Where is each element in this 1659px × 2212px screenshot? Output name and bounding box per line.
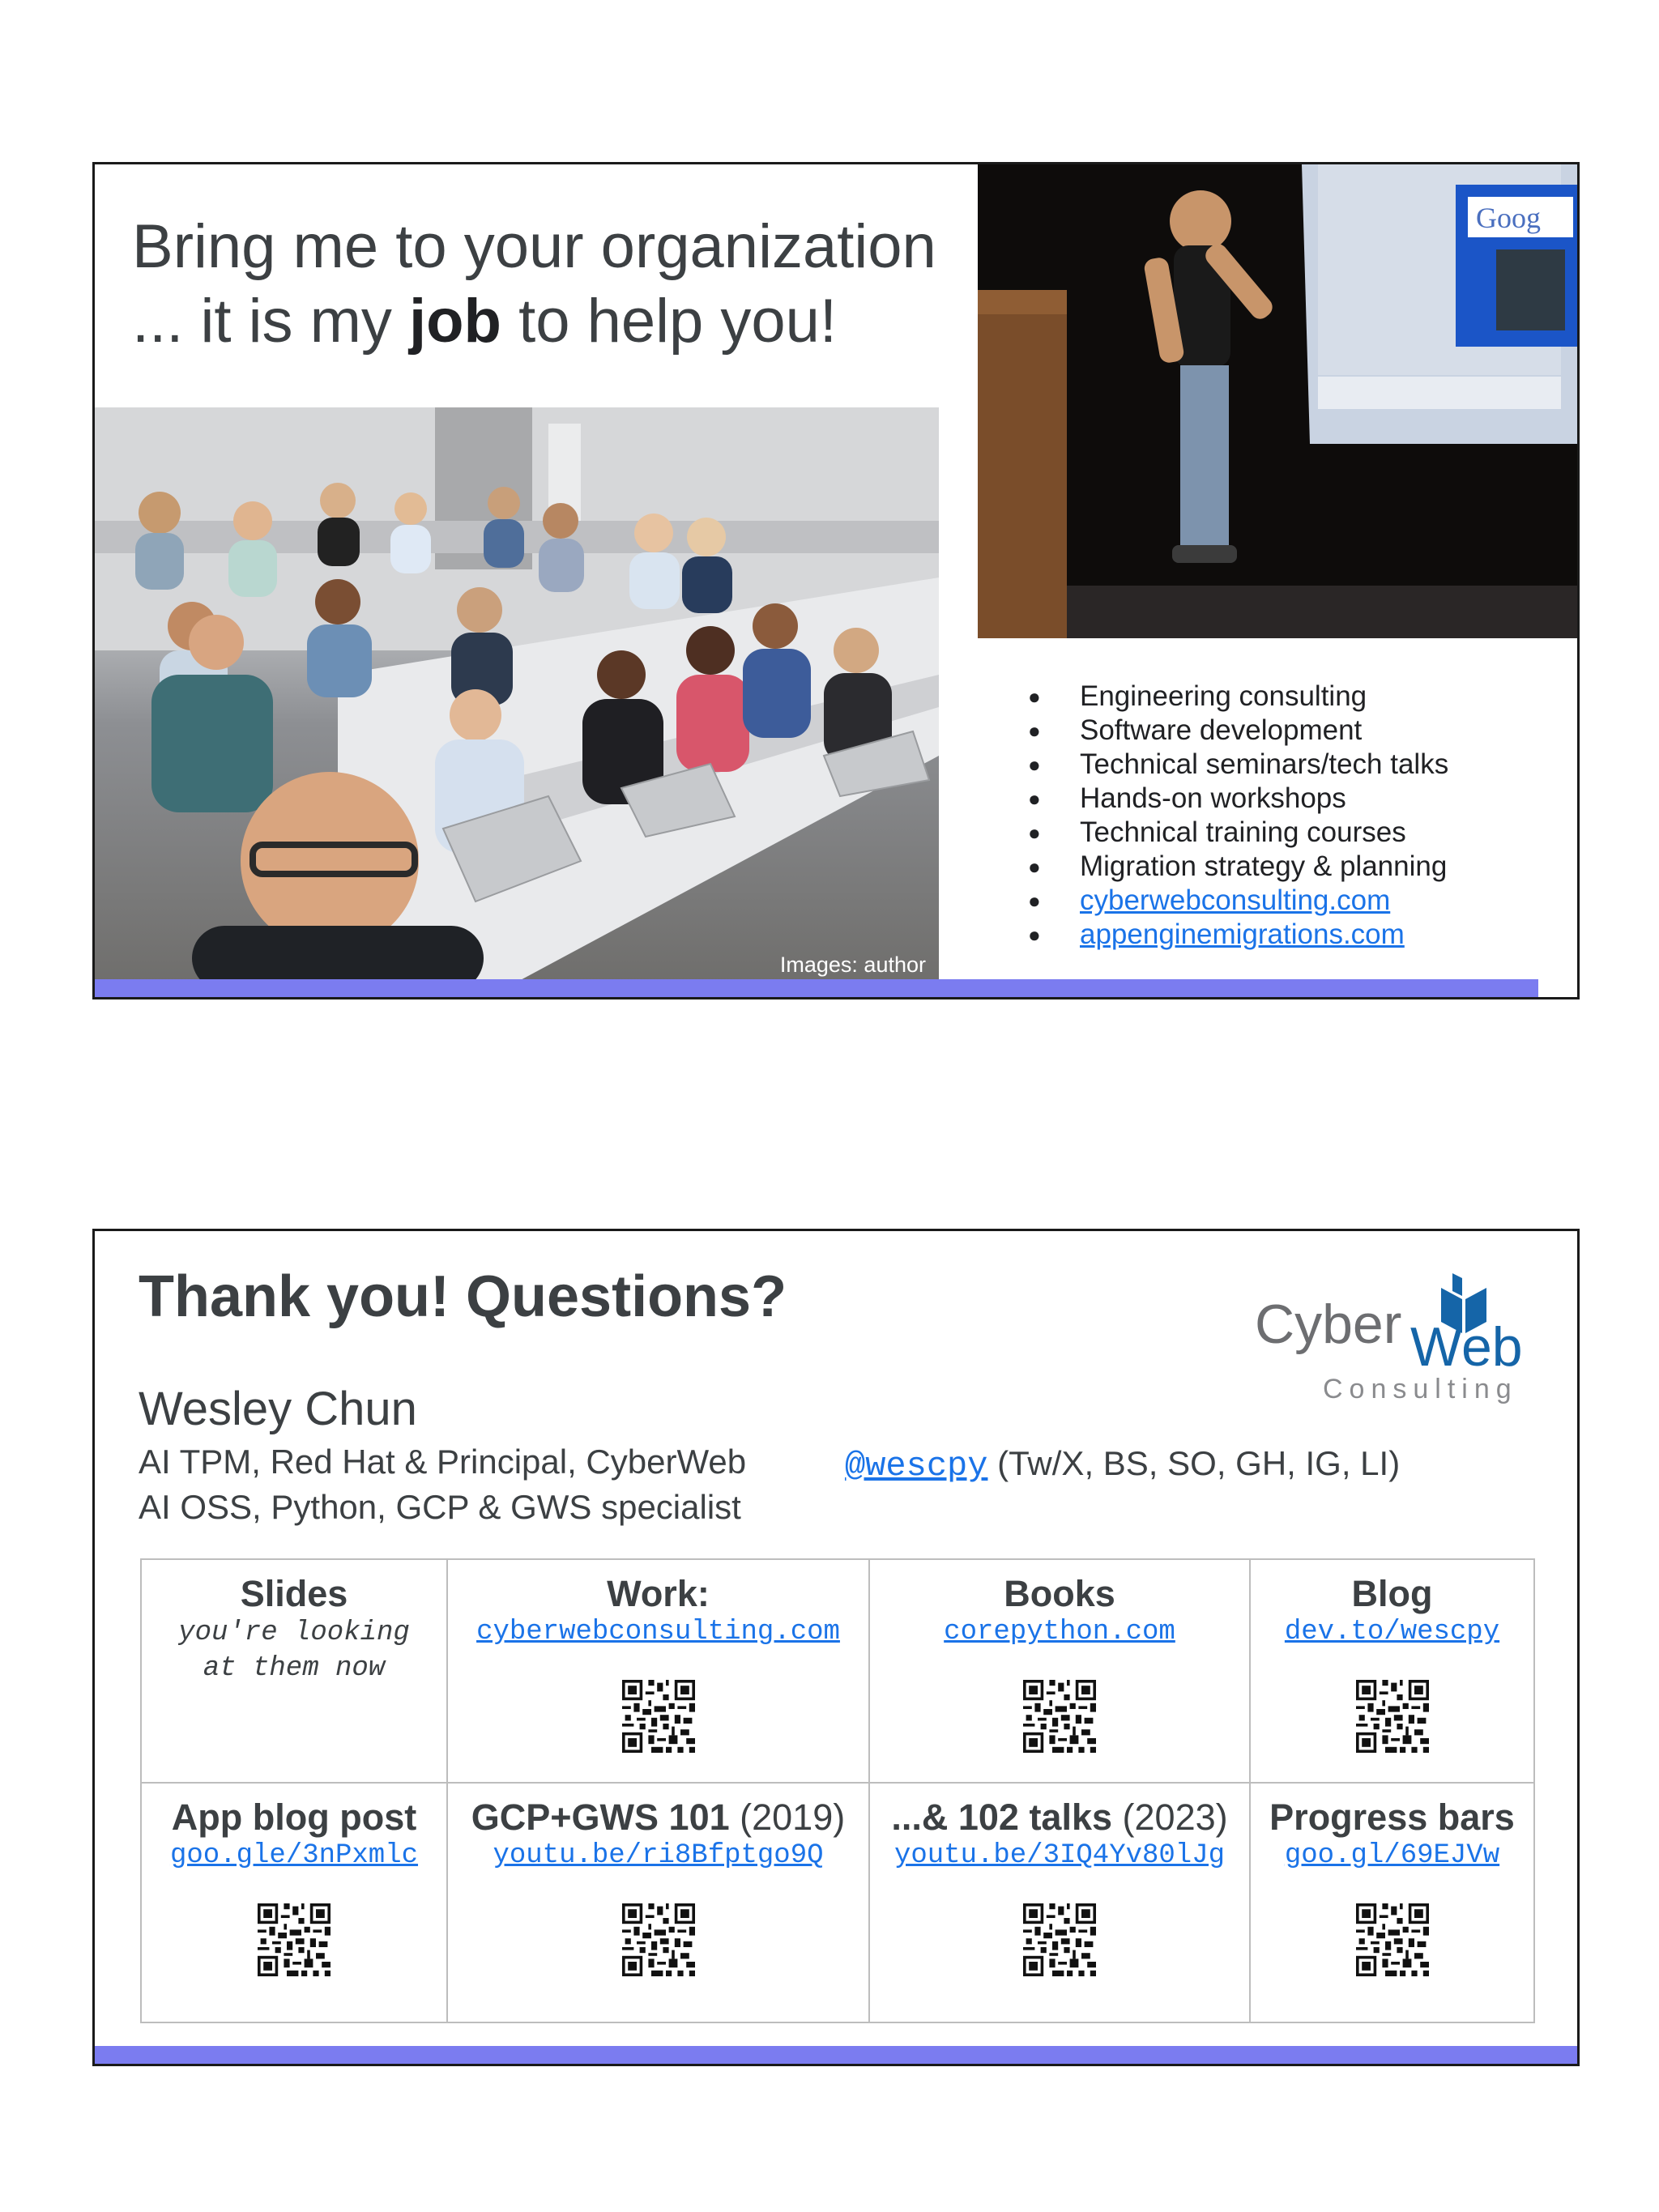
work-cell: Work: cyberwebconsulting.com <box>447 1559 869 1783</box>
qr-code-icon[interactable] <box>1023 1680 1096 1753</box>
services-list <box>1028 680 1448 952</box>
qr-code-icon[interactable] <box>622 1680 695 1753</box>
qr-code-icon[interactable] <box>1023 1903 1096 1976</box>
talks-102-link[interactable]: youtu.be/3IQ4Yv80lJg <box>893 1840 1226 1871</box>
app-blog-cell: App blog post goo.gle/3nPxmlc <box>141 1783 447 2022</box>
slide-2-title: Thank you! Questions? <box>139 1264 787 1329</box>
qr-code-icon[interactable] <box>1356 1680 1429 1753</box>
gcp-101-cell: GCP+GWS 101 (2019) youtu.be/ri8Bfptgo9Q <box>447 1783 869 2022</box>
books-link[interactable]: corepython.com <box>944 1617 1175 1647</box>
blog-link[interactable]: dev.to/wescpy <box>1284 1617 1500 1647</box>
image-credit: Images: author <box>779 953 926 977</box>
speaker-name: Wesley Chun <box>139 1383 417 1435</box>
speaker-role: AI TPM, Red Hat & Principal, CyberWeb <box>139 1443 747 1481</box>
qr-code-icon[interactable] <box>1356 1903 1429 1976</box>
progress-bars-cell: Progress bars goo.gl/69EJVw <box>1250 1783 1534 2022</box>
qr-code-icon[interactable] <box>258 1903 331 1976</box>
progress-bars-link[interactable]: goo.gl/69EJVw <box>1284 1840 1500 1871</box>
classroom-illustration <box>95 407 939 982</box>
accent-bar <box>95 2046 1577 2064</box>
list-item: ● Migration strategy & planning <box>1028 850 1448 884</box>
screen-google-text: Goog <box>1476 202 1541 234</box>
list-item: ● Technical training courses <box>1028 816 1448 850</box>
speaker-specialty: AI OSS, Python, GCP & GWS specialist <box>139 1488 741 1526</box>
logo-consulting-text: Consulting <box>1323 1374 1518 1404</box>
resources-table <box>140 1558 1535 2023</box>
speaker-photo <box>978 164 1577 638</box>
books-cell: Books corepython.com <box>869 1559 1250 1783</box>
talks-102-cell: ...& 102 talks (2023) youtu.be/3IQ4Yv80lJg <box>869 1783 1250 2022</box>
table-row <box>141 1783 1534 2022</box>
cyberweb-link[interactable]: cyberwebconsulting.com <box>1080 884 1391 916</box>
blog-cell: Blog dev.to/wescpy <box>1250 1559 1534 1783</box>
list-item: ● Hands-on workshops <box>1028 782 1448 816</box>
slide-1 <box>92 162 1580 999</box>
list-item: ● Software development <box>1028 714 1448 748</box>
logo-cyber-text: Cyber <box>1255 1294 1402 1355</box>
list-item <box>1028 918 1448 952</box>
speaker-illustration <box>978 164 1577 638</box>
list-item: ● Engineering consulting <box>1028 680 1448 714</box>
app-blog-link[interactable]: goo.gle/3nPxmlc <box>169 1840 419 1871</box>
logo-web-text: Web <box>1410 1316 1523 1378</box>
gcp-101-link[interactable]: youtu.be/ri8Bfptgo9Q <box>493 1840 824 1871</box>
slide-1-title: Bring me to your organization ... it is my job to help you! <box>132 212 936 356</box>
accent-bar <box>95 979 1538 997</box>
handle-link[interactable]: @wescpy <box>845 1447 988 1485</box>
slide-2 <box>92 1229 1580 2066</box>
qr-code-icon[interactable] <box>622 1903 695 1976</box>
social-handle: @wescpy (Tw/X, BS, SO, GH, IG, LI) <box>845 1444 1401 1485</box>
work-link[interactable]: cyberwebconsulting.com <box>476 1617 840 1647</box>
list-item: ● Technical seminars/tech talks <box>1028 748 1448 782</box>
classroom-photo <box>95 407 939 982</box>
cyberweb-logo <box>1255 1264 1546 1409</box>
slides-cell: Slides you're looking at them now <box>141 1559 447 1783</box>
table-row <box>141 1559 1534 1783</box>
list-item <box>1028 884 1448 918</box>
appengine-migrations-link[interactable]: appenginemigrations.com <box>1080 918 1405 950</box>
